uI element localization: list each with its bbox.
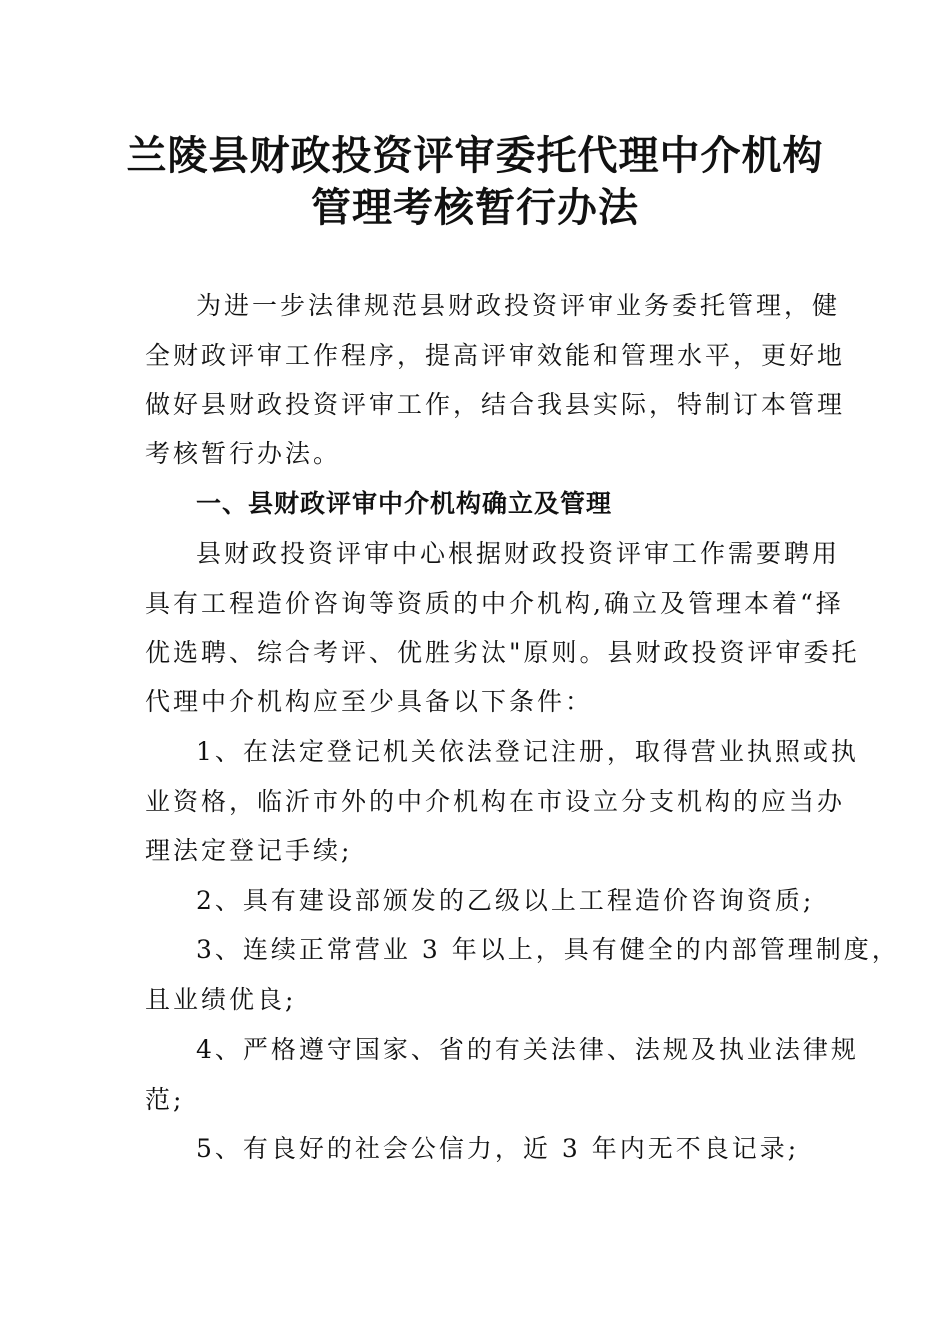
title-line-2: 管理考核暂行办法 — [311, 184, 639, 231]
list-item-1: 1、在法定登记机关依法登记注册，取得营业执照或执 — [196, 737, 859, 766]
list-item-1-cont: 业资格，临沂市外的中介机构在市设立分支机构的应当办 — [145, 787, 846, 816]
title-line-1: 兰陵县财政投资评审委托代理中介机构 — [126, 132, 824, 179]
section-paragraph-line: 具有工程造价咨询等资质的中介机构,确立及管理本着“择 — [145, 589, 844, 618]
list-item-1-cont: 理法定登记手续; — [145, 836, 353, 865]
list-item-4-cont: 范; — [145, 1085, 185, 1114]
intro-line: 做好县财政投资评审工作，结合我县实际，特制订本管理 — [145, 390, 846, 419]
intro-line: 为进一步法律规范县财政投资评审业务委托管理，健 — [196, 291, 841, 320]
list-item-3-cont: 且业绩优良; — [145, 985, 297, 1014]
section-paragraph-line: 县财政投资评审中心根据财政投资评审工作需要聘用 — [196, 539, 841, 568]
intro-line: 考核暂行办法。 — [145, 439, 342, 468]
section-paragraph-line: 优选聘、综合考评、优胜劣汰"原则。县财政投资评审委托 — [145, 638, 860, 667]
section-paragraph-line: 代理中介机构应至少具备以下条件： — [145, 687, 594, 716]
intro-line: 全财政评审工作程序，提高评审效能和管理水平，更好地 — [145, 341, 846, 370]
list-item-5: 5、有良好的社会公信力，近 3 年内无不良记录; — [196, 1134, 800, 1163]
list-item-2: 2、具有建设部颁发的乙级以上工程造价咨询资质; — [196, 886, 815, 915]
list-item-3: 3、连续正常营业 3 年以上，具有健全的内部管理制度， — [196, 935, 900, 964]
section-heading: 一、县财政评审中介机构确立及管理 — [196, 489, 613, 518]
list-item-4: 4、严格遵守国家、省的有关法律、法规及执业法律规 — [196, 1035, 859, 1064]
